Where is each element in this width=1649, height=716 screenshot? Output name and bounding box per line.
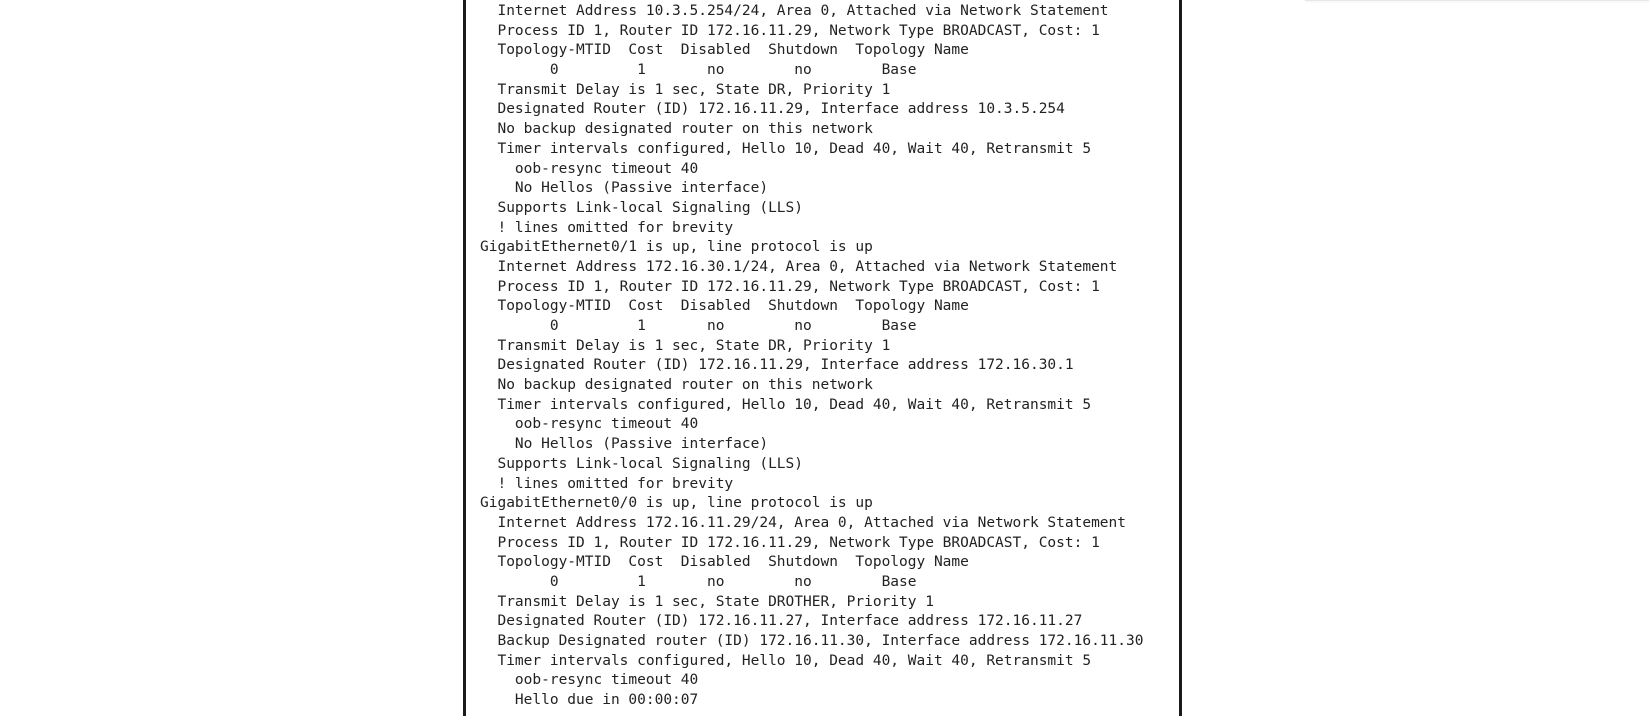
terminal-line: Transmit Delay is 1 sec, State DR, Priority 1 (480, 337, 891, 354)
cli-output-panel (463, 0, 1182, 716)
terminal-line: ! lines omitted for brevity (480, 475, 734, 492)
interface-header-line: GigabitEthernet0/1 is up, line protocol is up (480, 239, 873, 256)
interface-header-line: GigabitEthernet0/0 is up, line protocol is up (480, 495, 873, 512)
terminal-line: Process ID 1, Router ID 172.16.11.29, Network Type BROADCAST, Cost: 1 (480, 22, 1100, 39)
terminal-line: Timer intervals configured, Hello 10, Dead 40, Wait 40, Retransmit 5 (480, 140, 1092, 157)
terminal-line: No backup designated router on this network (480, 121, 873, 138)
terminal-line: oob-resync timeout 40 (480, 672, 699, 689)
terminal-line: 0 1 no no Base (480, 62, 917, 79)
terminal-line: Internet Address 172.16.11.29/24, Area 0, Attached via Network Statement (480, 514, 1127, 531)
terminal-line: Topology-MTID Cost Disabled Shutdown Topology Name (480, 554, 969, 571)
terminal-line: Transmit Delay is 1 sec, State DROTHER, Priority 1 (480, 593, 934, 610)
terminal-line: Hello due in 00:00:07 (480, 692, 699, 709)
terminal-line: Internet Address 172.16.30.1/24, Area 0, Attached via Network Statement (480, 258, 1118, 275)
terminal-line: oob-resync timeout 40 (480, 416, 699, 433)
terminal-line: 0 1 no no Base (480, 573, 917, 590)
terminal-line: oob-resync timeout 40 (480, 160, 699, 177)
terminal-line: No Hellos (Passive interface) (480, 180, 769, 197)
terminal-line: Internet Address 10.3.5.254/24, Area 0, Attached via Network Statement (480, 3, 1109, 19)
terminal-line: Timer intervals configured, Hello 10, Dead 40, Wait 40, Retransmit 5 (480, 396, 1092, 413)
terminal-line: Supports Link-local Signaling (LLS) (480, 455, 804, 472)
terminal-line: Supports Link-local Signaling (LLS) (480, 199, 804, 216)
terminal-line: Topology-MTID Cost Disabled Shutdown Topology Name (480, 42, 969, 59)
terminal-line: Topology-MTID Cost Disabled Shutdown Topology Name (480, 298, 969, 315)
cli-output-text (480, 2, 1143, 711)
terminal-line: ! lines omitted for brevity (480, 219, 734, 236)
terminal-line: 0 1 no no Base (480, 318, 917, 334)
terminal-line: Designated Router (ID) 172.16.11.29, Interface address 172.16.30.1 (480, 357, 1074, 374)
terminal-line: Backup Designated router (ID) 172.16.11.30, Interface address 172.16.11.30 (480, 633, 1144, 649)
terminal-line: No backup designated router on this network (480, 377, 873, 394)
terminal-line: Designated Router (ID) 172.16.11.27, Interface address 172.16.11.27 (480, 613, 1083, 630)
terminal-line: Timer intervals configured, Hello 10, Dead 40, Wait 40, Retransmit 5 (480, 652, 1092, 669)
terminal-line: No Hellos (Passive interface) (480, 436, 769, 453)
terminal-line: Designated Router (ID) 172.16.11.29, Interface address 10.3.5.254 (480, 101, 1065, 118)
terminal-line: Process ID 1, Router ID 172.16.11.29, Network Type BROADCAST, Cost: 1 (480, 278, 1100, 295)
top-right-divider (1305, 0, 1649, 1)
terminal-line: Process ID 1, Router ID 172.16.11.29, Network Type BROADCAST, Cost: 1 (480, 534, 1100, 551)
terminal-line: Transmit Delay is 1 sec, State DR, Priority 1 (480, 81, 891, 98)
